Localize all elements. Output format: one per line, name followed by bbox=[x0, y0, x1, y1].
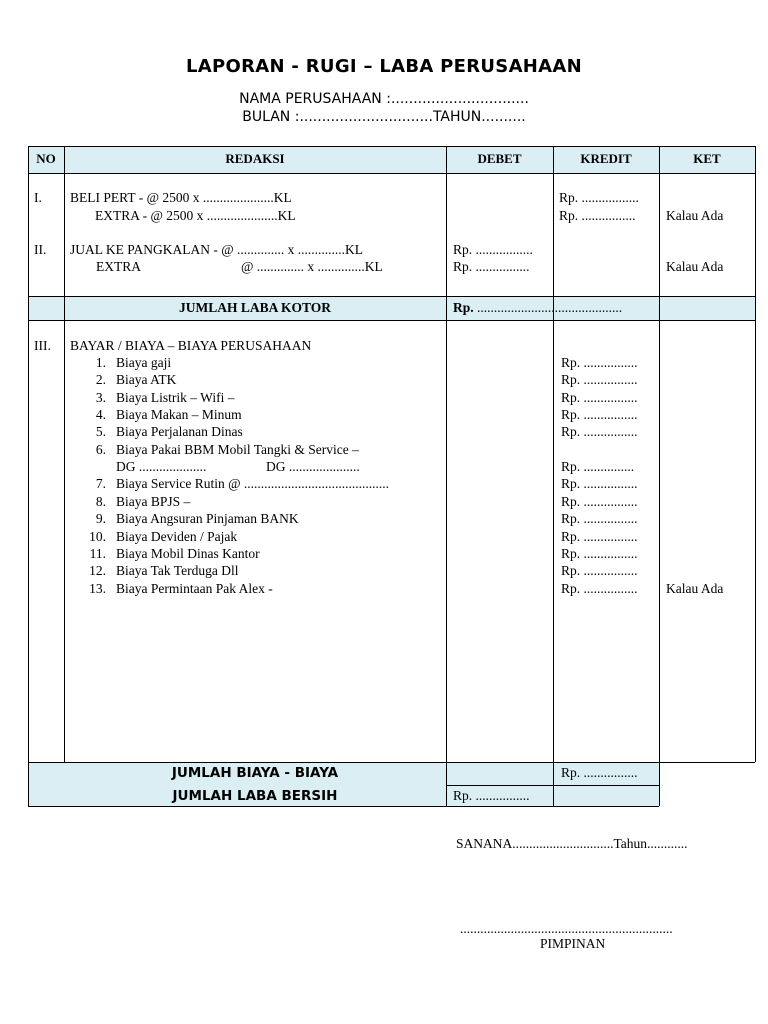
cost-item-text: Biaya BPJS – bbox=[116, 494, 191, 509]
cost-item-text-secondary: DG ..................... bbox=[266, 459, 360, 474]
col-header-no: NO bbox=[36, 151, 56, 166]
cost-item-kredit: Rp. ................ bbox=[561, 494, 638, 509]
cost-item-kredit: Rp. ................ bbox=[561, 563, 638, 578]
cost-item-text: Biaya Tak Terduga Dll bbox=[116, 563, 239, 578]
cost-item-text: DG .................... bbox=[116, 459, 207, 474]
sales-extra-ket: Kalau Ada bbox=[666, 259, 724, 274]
cost-item-text: Biaya Service Rutin @ ........................................... bbox=[116, 476, 390, 491]
net-profit-label: JUMLAH LABA BERSIH bbox=[172, 788, 338, 804]
cost-item-kredit: Rp. ................ bbox=[561, 546, 638, 561]
cost-item-number: 10. bbox=[89, 529, 106, 544]
cost-item-kredit: Rp. ................ bbox=[561, 529, 638, 544]
cost-item-text: Biaya ATK bbox=[116, 372, 177, 387]
cost-item-text: Biaya Perjalanan Dinas bbox=[116, 424, 243, 439]
place-date-line: SANANA..............................Tahun............ bbox=[456, 836, 688, 851]
cost-item-kredit: Rp. ................ bbox=[561, 476, 638, 491]
signature-line: ............................................................... bbox=[460, 921, 673, 936]
purchase-row-kredit: Rp. ................. bbox=[559, 190, 639, 205]
costs-heading: BAYAR / BIAYA – BIAYA PERUSAHAAN bbox=[70, 338, 312, 353]
cost-item-text: Biaya Deviden / Pajak bbox=[116, 529, 238, 544]
purchase-extra-text: EXTRA - @ 2500 x .....................KL bbox=[95, 208, 296, 223]
cost-item-text: Biaya Angsuran Pinjaman BANK bbox=[116, 511, 299, 526]
col-header-ket: KET bbox=[693, 151, 721, 166]
section-no-2: II. bbox=[34, 242, 47, 257]
gross-profit-value: Rp. ........................................... bbox=[453, 300, 623, 315]
cost-item-kredit: Rp. ................ bbox=[561, 390, 638, 405]
section-no-1: I. bbox=[34, 190, 42, 205]
total-costs-label: JUMLAH BIAYA - BIAYA bbox=[171, 765, 339, 781]
cost-item-kredit: Rp. ................ bbox=[561, 355, 638, 370]
cost-item-text: Biaya Listrik – Wifi – bbox=[116, 390, 235, 405]
cost-item-number: 6. bbox=[95, 442, 106, 457]
cost-item-number: 8. bbox=[95, 494, 106, 509]
gross-profit-label: JUMLAH LABA KOTOR bbox=[178, 300, 332, 315]
cost-item-number: 13. bbox=[89, 581, 106, 596]
col-header-kredit: KREDIT bbox=[580, 151, 632, 166]
purchase-row-text: BELI PERT - @ 2500 x .....................KL bbox=[70, 190, 292, 205]
cost-item-number: 3. bbox=[95, 390, 106, 405]
cost-item-kredit: Rp. ................ bbox=[561, 511, 638, 526]
cost-item-kredit: Rp. ................ bbox=[561, 581, 638, 596]
total-costs-kredit: Rp. ................ bbox=[561, 765, 638, 780]
cost-item-text: Biaya Permintaan Pak Alex - bbox=[116, 581, 273, 596]
cost-item-kredit: Rp. ................ bbox=[561, 372, 638, 387]
cost-item-text: Biaya Mobil Dinas Kantor bbox=[116, 546, 260, 561]
cost-item-number: 2. bbox=[95, 372, 106, 387]
cost-item-text: Biaya Makan – Minum bbox=[116, 407, 242, 422]
cost-item-kredit: Rp. ............... bbox=[561, 459, 635, 474]
col-header-redaksi: REDAKSI bbox=[225, 151, 285, 166]
cost-item-number: 9. bbox=[95, 511, 106, 526]
purchase-extra-ket: Kalau Ada bbox=[666, 208, 724, 223]
cost-item-number: 7. bbox=[95, 476, 106, 491]
sales-row-debet: Rp. ................. bbox=[453, 242, 533, 257]
purchase-extra-kredit: Rp. ................ bbox=[559, 208, 636, 223]
cost-item-number: 4. bbox=[95, 407, 106, 422]
cost-item-text: Biaya Pakai BBM Mobil Tangki & Service – bbox=[116, 442, 359, 457]
cost-item-ket: Kalau Ada bbox=[666, 581, 724, 596]
section-no-3: III. bbox=[34, 338, 51, 353]
signer-role: PIMPINAN bbox=[540, 936, 606, 951]
cost-item-number: 5. bbox=[95, 424, 106, 439]
sales-extra-text: @ .............. x ..............KL bbox=[241, 259, 383, 274]
cost-item-text: Biaya gaji bbox=[116, 355, 172, 370]
cost-item-kredit: Rp. ................ bbox=[561, 407, 638, 422]
report-title: LAPORAN - RUGI – LABA PERUSAHAAN bbox=[185, 56, 582, 77]
period-line: BULAN :..............................TAHUN.......... bbox=[242, 109, 526, 125]
net-profit-debet: Rp. ................ bbox=[453, 788, 530, 803]
cost-item-kredit: Rp. ................ bbox=[561, 424, 638, 439]
sales-extra-label: EXTRA bbox=[96, 259, 141, 274]
cost-item-number: 1. bbox=[95, 355, 106, 370]
company-name-line: NAMA PERUSAHAAN :............................... bbox=[239, 91, 529, 107]
col-header-debet: DEBET bbox=[477, 151, 522, 166]
sales-row-text: JUAL KE PANGKALAN - @ .............. x ..............KL bbox=[70, 242, 364, 257]
sales-extra-debet: Rp. ................ bbox=[453, 259, 530, 274]
cost-item-number: 12. bbox=[89, 563, 106, 578]
cost-item-number: 11. bbox=[89, 546, 106, 561]
